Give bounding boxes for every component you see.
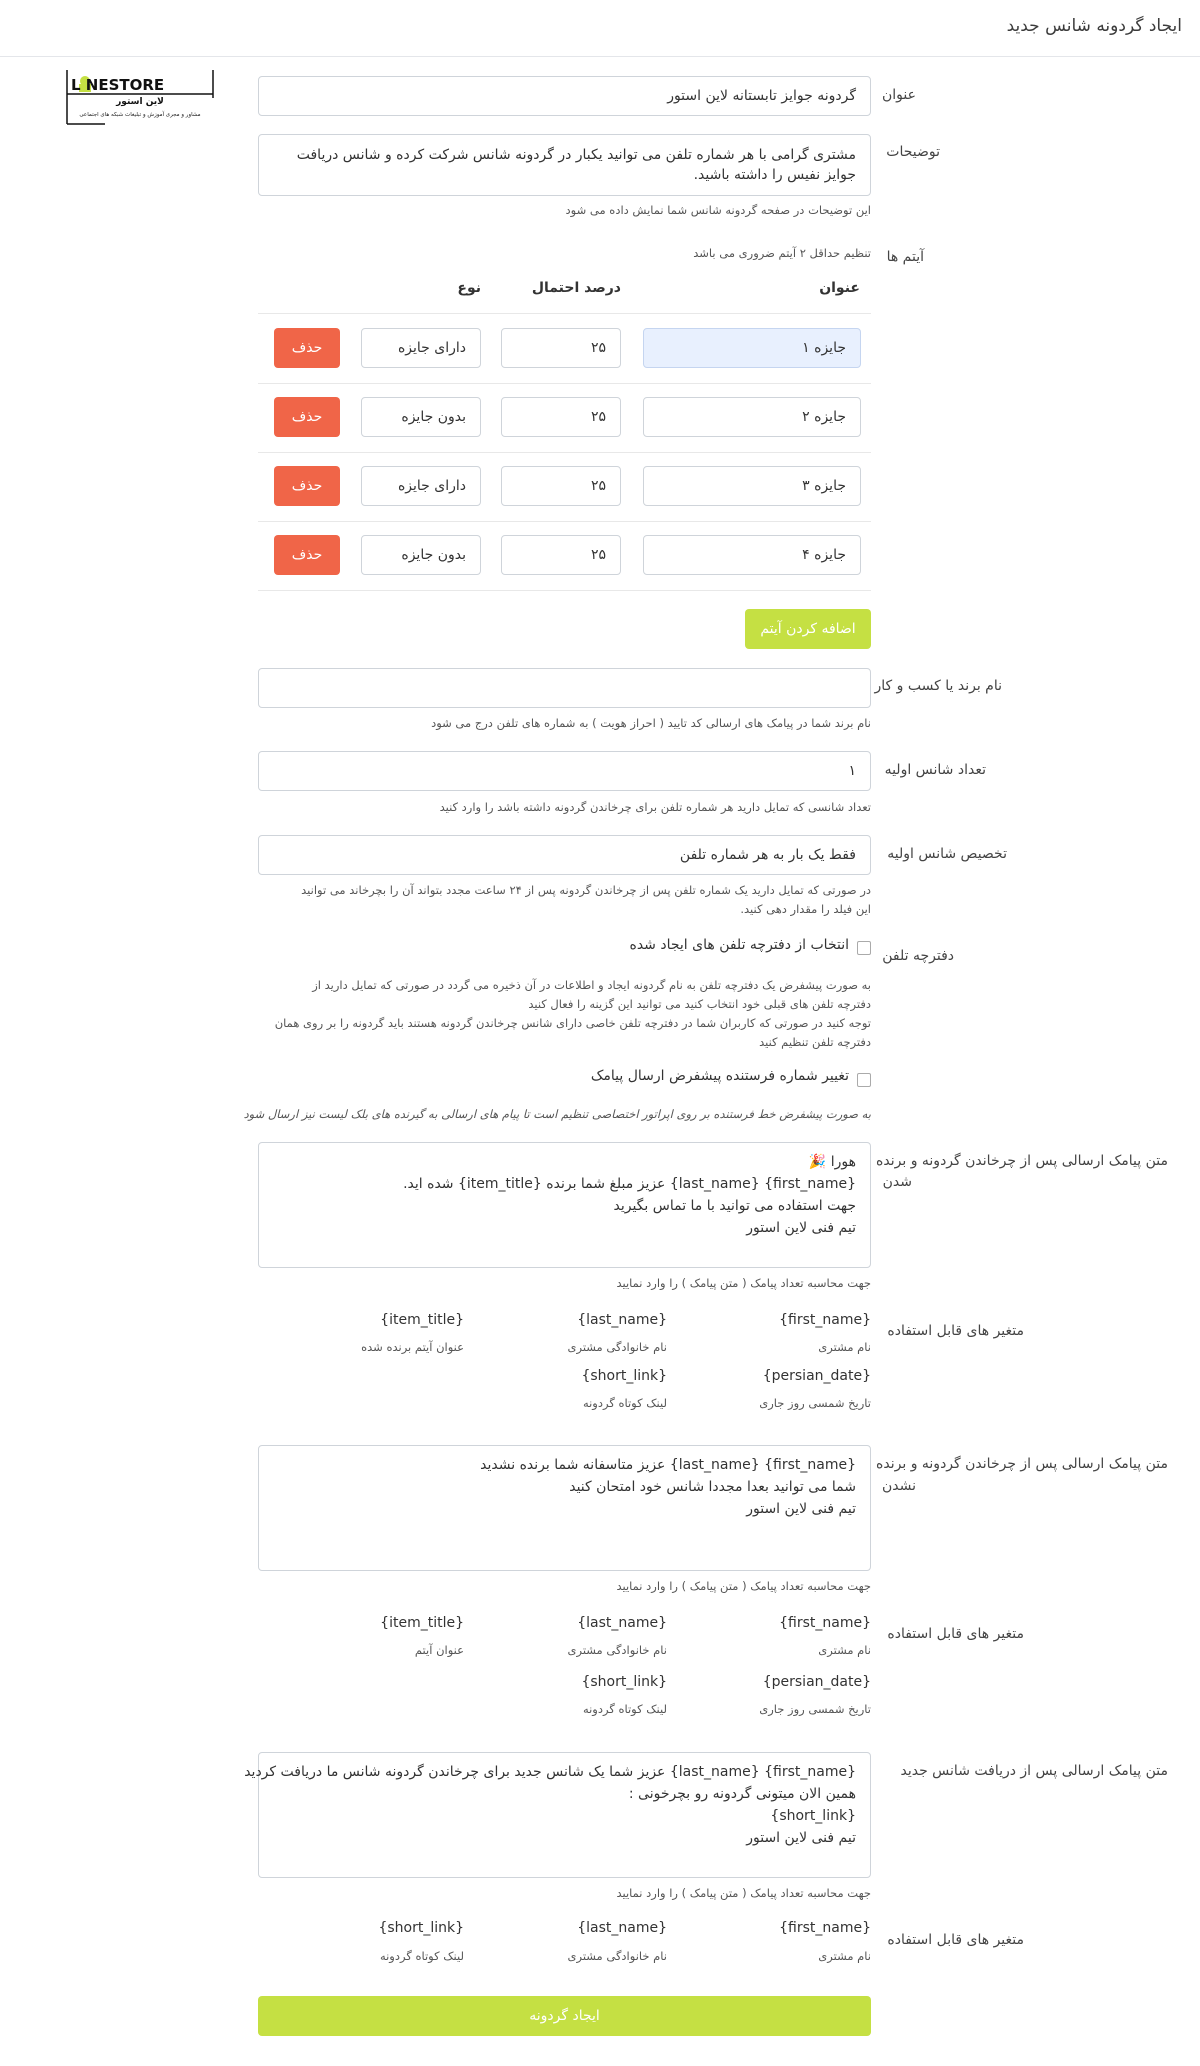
brand-help: نام برند شما در پیامک های ارسالی کد تایید ( احراز هویت ) به شماره های تلفن درج می شود	[431, 716, 871, 730]
row-divider	[258, 590, 871, 591]
win-sms-label-line-1: متن پیامک ارسالی پس از چرخاندن گردونه و برنده	[876, 1153, 1168, 1169]
new-chance-sms-line: تیم فنی لاین استور	[746, 1830, 856, 1846]
lose-var-code: {persian_date}	[762, 1674, 871, 1690]
win-var-desc: لینک کوتاه گردونه	[582, 1396, 667, 1410]
win-sms-line: {first_name} {last_name} عزیز مبلغ شما برنده {item_title} شده اید.	[403, 1176, 856, 1192]
delete-item-button[interactable]: حذف	[274, 535, 340, 575]
item-probability-input[interactable]: ۲۵	[501, 397, 621, 437]
new-chance-sms-line: {short_link}	[770, 1808, 856, 1824]
win-sms-label-line-2: شدن	[882, 1174, 912, 1190]
phonebook-help-line-3: توجه کنید در صورتی که کاربران شما در دفترچه تلفن خاصی دارای شانس چرخاندن گردونه هستند باید گردونه را بر روی همان	[274, 1016, 871, 1030]
phonebook-help-line-4: دفترچه تلفن تنظیم کنید	[759, 1035, 871, 1049]
lose-sms-label-line-1: متن پیامک ارسالی پس از چرخاندن گردونه و برنده	[876, 1456, 1168, 1472]
win-var-desc: تاریخ شمسی روز جاری	[759, 1396, 871, 1410]
create-wheel-button[interactable]: ایجاد گردونه	[258, 1996, 871, 2036]
phonebook-checkbox-label: انتخاب از دفترچه تلفن های ایجاد شده	[629, 937, 849, 953]
new-chance-sms-label: متن پیامک ارسالی پس از دریافت شانس جدید	[900, 1763, 1168, 1779]
lose-var-desc: عنوان آیتم	[414, 1643, 464, 1657]
new-chance-var-code: {first_name}	[779, 1920, 871, 1936]
initial-chances-label: تعداد شانس اولیه	[884, 762, 986, 778]
add-item-button[interactable]: اضافه کردن آیتم	[745, 609, 871, 649]
delete-item-button[interactable]: حذف	[274, 466, 340, 506]
brand-logo	[65, 68, 215, 126]
win-var-desc: نام مشتری	[818, 1340, 871, 1354]
win-var-code: {first_name}	[779, 1312, 871, 1328]
page-title: ایجاد گردونه شانس جدید	[1006, 16, 1182, 36]
lose-sms-line: شما می توانید بعدا مجددا شانس خود امتحان کنید	[569, 1479, 856, 1495]
lose-var-code: {first_name}	[779, 1615, 871, 1631]
sender-help: به صورت پیشفرض خط فرستنده بر روی اپراتور اختصاصی تنظیم است تا پیام های ارسالی به گیرنده های بلک لیست نیز ارسال شود	[243, 1107, 871, 1121]
new-chance-var-code: {short_link}	[378, 1920, 464, 1936]
lose-var-desc: نام خانوادگی مشتری	[567, 1643, 667, 1657]
win-sms-line: جهت استفاده می توانید با ما تماس بگیرید	[613, 1198, 856, 1214]
row-divider	[258, 521, 871, 522]
new-chance-vars-label: متغیر های قابل استفاده	[887, 1932, 1024, 1948]
win-var-desc: عنوان آیتم برنده شده	[361, 1340, 464, 1354]
phonebook-checkbox[interactable]	[857, 941, 871, 955]
win-sms-line: تیم فنی لاین استور	[746, 1220, 856, 1236]
item-type-select[interactable]: بدون جایزه	[361, 397, 481, 437]
allocation-label: تخصیص شانس اولیه	[887, 846, 1007, 862]
win-var-code: {persian_date}	[762, 1368, 871, 1384]
brand-logo-graphic	[65, 68, 215, 126]
win-sms-line: هورا 🎉	[808, 1154, 856, 1170]
sender-checkbox-label: تغییر شماره فرستنده پیشفرض ارسال پیامک	[590, 1068, 849, 1084]
item-type-select[interactable]: دارای جایزه	[361, 466, 481, 506]
title-label: عنوان	[882, 87, 916, 103]
item-title-input[interactable]: جایزه ۱	[643, 328, 861, 368]
new-chance-var-desc: نام خانوادگی مشتری	[567, 1949, 667, 1963]
description-help: این توضیحات در صفحه گردونه شانس شما نمایش داده می شود	[565, 203, 871, 217]
column-title-header: عنوان	[819, 280, 860, 296]
row-divider	[258, 313, 871, 314]
initial-chances-input[interactable]: ۱	[258, 751, 871, 791]
lose-sms-line: تیم فنی لاین استور	[746, 1501, 856, 1517]
phonebook-help-line-2: دفترچه تلفن های قبلی خود انتخاب کنید می توانید این گزینه را فعال کنید	[528, 997, 871, 1011]
new-chance-sms-textarea[interactable]	[244, 1752, 871, 1878]
description-textarea[interactable]: مشتری گرامی با هر شماره تلفن می توانید یکبار در گردونه شانس شرکت کرده و شانس دریافت جوایز نفیس را داشته باشید.	[258, 134, 871, 196]
phonebook-help-line-1: به صورت پیشفرض یک دفترچه تلفن به نام گردونه ایجاد و اطلاعات در آن ذخیره می گردد در صورتی که تمایل دارید از	[312, 978, 871, 992]
new-chance-var-desc: نام مشتری	[818, 1949, 871, 1963]
allocation-help-line-1: در صورتی که تمایل دارید یک شماره تلفن پس از چرخاندن گردونه پس از ۲۴ ساعت مجدد بتواند آن را بچرخاند می توانید	[301, 883, 871, 897]
items-label: آیتم ها	[886, 249, 924, 265]
logo-tagline: مشاور و مجری آموزش و تبلیغات شبکه های اجتماعی	[79, 112, 201, 118]
lose-sms-line: {first_name} {last_name} عزیز متاسفانه شما برنده نشدید	[480, 1457, 856, 1473]
sender-checkbox[interactable]	[857, 1073, 871, 1087]
item-probability-input[interactable]: ۲۵	[501, 466, 621, 506]
lose-vars-label: متغیر های قابل استفاده	[887, 1626, 1024, 1642]
phonebook-label: دفترچه تلفن	[882, 948, 954, 964]
lose-var-code: {item_title}	[380, 1615, 464, 1631]
item-type-select[interactable]: بدون جایزه	[361, 535, 481, 575]
lose-sms-textarea[interactable]	[258, 1445, 871, 1571]
column-probability-header: درصد احتمال	[531, 280, 621, 296]
column-type-header: نوع	[457, 280, 481, 296]
delete-item-button[interactable]: حذف	[274, 328, 340, 368]
new-chance-sms-line: همین الان میتونی گردونه رو بچرخونی :	[628, 1786, 856, 1802]
initial-chances-help: تعداد شانسی که تمایل دارید هر شماره تلفن برای چرخاندن گردونه داشته باشد را وارد کنید	[439, 800, 871, 814]
new-chance-sms-count-help: جهت محاسبه تعداد پیامک ( متن پیامک ) را وارد نمایید	[616, 1886, 871, 1900]
items-help: تنظیم حداقل ۲ آیتم ضروری می باشد	[693, 246, 871, 260]
win-sms-count-help: جهت محاسبه تعداد پیامک ( متن پیامک ) را وارد نمایید	[616, 1276, 871, 1290]
item-title-input[interactable]: جایزه ۳	[643, 466, 861, 506]
logo-brand-fa: لاین استور	[116, 97, 164, 107]
brand-label: نام برند یا کسب و کار	[874, 678, 1002, 694]
lose-var-desc: نام مشتری	[818, 1643, 871, 1657]
item-probability-input[interactable]: ۲۵	[501, 535, 621, 575]
win-sms-textarea[interactable]	[258, 1142, 871, 1268]
win-var-code: {item_title}	[380, 1312, 464, 1328]
brand-input[interactable]	[258, 668, 871, 708]
win-var-desc: نام خانوادگی مشتری	[567, 1340, 667, 1354]
lose-sms-count-help: جهت محاسبه تعداد پیامک ( متن پیامک ) را وارد نمایید	[616, 1579, 871, 1593]
new-chance-var-code: {last_name}	[577, 1920, 667, 1936]
row-divider	[258, 452, 871, 453]
delete-item-button[interactable]: حذف	[274, 397, 340, 437]
lose-var-desc: لینک کوتاه گردونه	[582, 1702, 667, 1716]
lose-var-code: {last_name}	[577, 1615, 667, 1631]
win-vars-label: متغیر های قابل استفاده	[887, 1323, 1024, 1339]
title-input[interactable]: گردونه جوایز تابستانه لاین استور	[258, 76, 871, 116]
item-probability-input[interactable]: ۲۵	[501, 328, 621, 368]
win-var-code: {short_link}	[581, 1368, 667, 1384]
lose-sms-label-line-2: نشدن	[881, 1478, 916, 1494]
logo-brand-text: L NESTORE	[71, 76, 165, 94]
item-type-select[interactable]: دارای جایزه	[361, 328, 481, 368]
description-label: توضیحات	[886, 144, 940, 160]
item-title-input[interactable]: جایزه ۴	[643, 535, 861, 575]
new-chance-sms-line: {first_name} {last_name} عزیز شما یک شانس جدید برای چرخاندن گردونه شانس ما دریافت کردید	[244, 1764, 856, 1780]
lose-var-code: {short_link}	[581, 1674, 667, 1690]
row-divider	[258, 383, 871, 384]
lose-var-desc: تاریخ شمسی روز جاری	[759, 1702, 871, 1716]
allocation-select[interactable]: فقط یک بار به هر شماره تلفن	[258, 835, 871, 875]
allocation-help-line-2: این فیلد را مقدار دهی کنید.	[740, 902, 871, 916]
win-var-code: {last_name}	[577, 1312, 667, 1328]
item-title-input[interactable]: جایزه ۲	[643, 397, 861, 437]
new-chance-var-desc: لینک کوتاه گردونه	[379, 1949, 464, 1963]
